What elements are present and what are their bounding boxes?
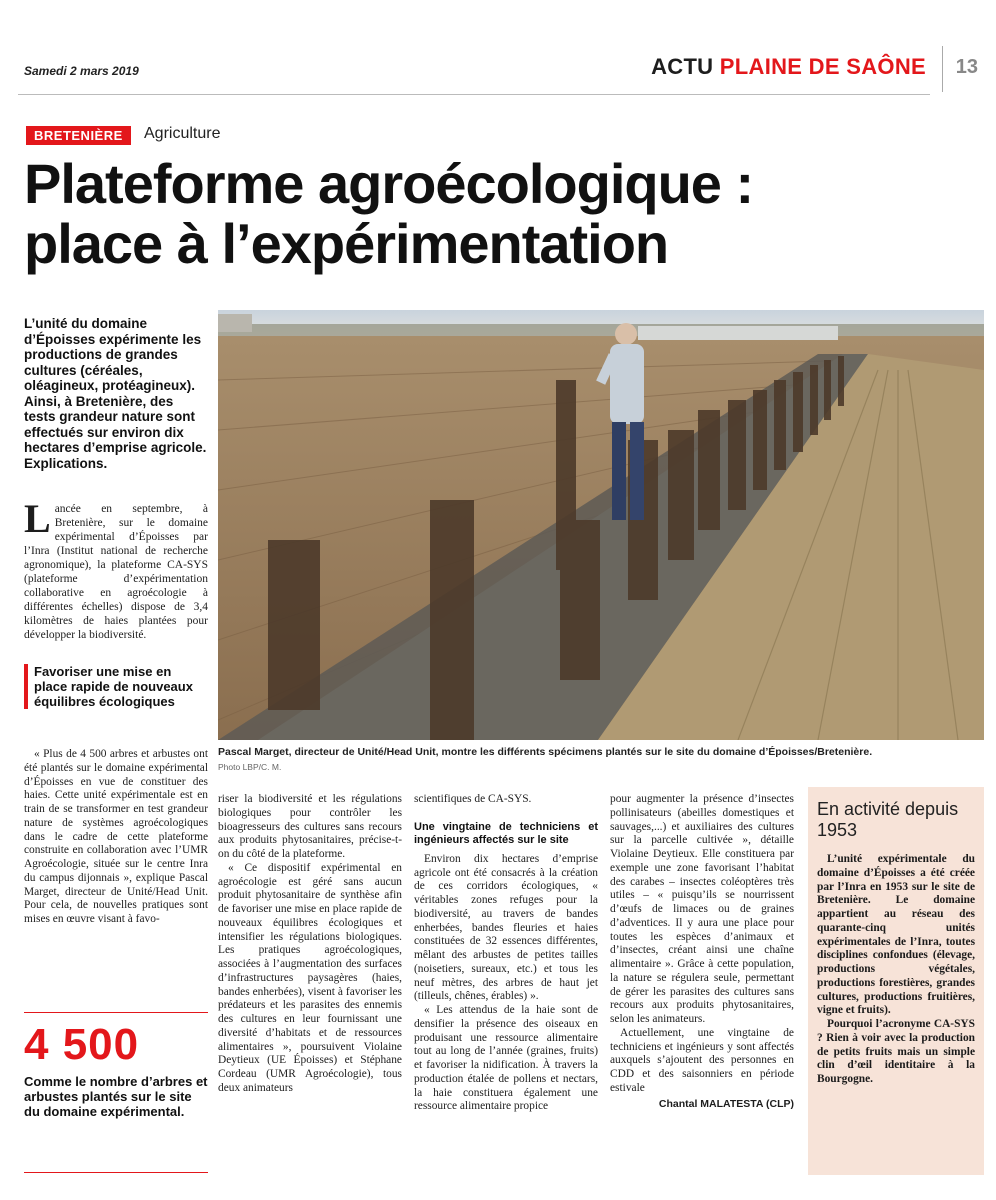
paragraph: L’unité expérimentale du domaine d’Époisses a été créée par l’Inra en 1953 sur le site de Bretenière. Le domaine appartient au réseau des quarante-cinq unités expérimentales de l’Inra, toutes disciplines confondues (élevage, productions végétales, productions forestières, grandes cultures, productions fruitières, vigne et fruits). (817, 853, 975, 1017)
headline-line-1: Plateforme agroécologique : (24, 152, 754, 215)
article-chapeau: L’unité du domaine d’Époisses expérimente les productions de grandes cultures (céréales, oléagineux, protéagineux). Ainsi, à Breteniѐre, des tests grandeur nature sont effectués sur environ dix hectares d’emprise agricole. Explications. (24, 316, 207, 471)
paragraph: scientifiques de CA-SYS. (414, 793, 532, 805)
paragraph: Pourquoi l’acronyme CA-SYS ? Rien à voir avec la production de petits fruits mais un simple clin d’œil identitaire à la Bourgogne. (817, 1018, 975, 1085)
header-rule (18, 94, 930, 95)
paragraph: Environ dix hectares d’emprise agricole ont été consacrés à la création de ces corridors écologiques, « véritables zones refuges pour la biodiversité, au travers de bandes enherbées, bandes fleuries et haies constituées de 32 essences différentes, mêlant des arbustes de petites tailles (noisetiers, sureaux, etc.) et tous les neuf mètres, des arbres de haut jet (tilleuls, chênes, érables) ». (414, 852, 598, 1003)
paragraph: « Ce dispositif expérimental en agroécologie est géré sans aucun produit phytosanitaire de synthèse afin de favoriser une mise en place rapide de nouveaux équilibres écologiques et intensifier les régulations biologiques. Les pratiques agroécologiques, associées à l’augmentation des surfaces d’infrastructures paysagères (haies, bandes enherbées), visent à favoriser les prédateurs et les parasites des ennemis des cultures en leur fournissant une diversité d’habitats et de ressources alimentaires », poursuivent Violaine Deytieux (UE Époisses) et Stéphane Cordeau (UMR Agroécologie), tous deux animateurs (218, 861, 402, 1094)
paragraph: Actuellement, une vingtaine de techniciens et ingénieurs y sont affectés auxquels s’ajoutent des personnes en CDD et des saisonniers en période estivale (610, 1026, 794, 1094)
headline (24, 154, 964, 274)
category-label: Agriculture (144, 125, 221, 142)
author-signature: Chantal MALATESTA (CLP) (658, 1097, 794, 1110)
subheading-1: Favoriser une mise en place rapide de nouveaux équilibres écologiques (24, 664, 208, 709)
stat-number: 4 500 (24, 1020, 140, 1069)
header-divider (942, 46, 943, 92)
body-column-1 (24, 748, 208, 927)
body-column-2 (218, 793, 402, 1096)
stat-rule-bottom (24, 1172, 208, 1173)
section-title (651, 54, 926, 80)
body-column-3 (414, 793, 598, 1114)
headline-line-2: place à l’expérimentation (24, 212, 669, 275)
sidebar-body (817, 853, 975, 1087)
paragraph: « Plus de 4 500 arbres et arbustes ont été plantés sur le domaine expérimental d’Époisses en vue de constituer des haies. Cette unité expérimentale est en train de se transformer en test grandeur nature de systèmes agroécologiques dans le cadre de cette plateforme construite en collaboration avec l’UMR Agroécologie, située sur le centre Inra du campus dijonnais », explique Pascal Marget, directeur de Unité/Head Unit. Pour cela, de nouvelles pratiques sont mises en œuvre visant à favo- (24, 748, 208, 925)
lead-text: ancée en septembre, à Breteniѐre, sur le domaine expérimental d’Époisses par l’Inra (Institut national de recherche agronomique), la plateforme CA-SYS (plateforme d’expérimentation collaborative en agroécologie à différentes échelles) dispose de 3,4 kilomètres de haies plantées pour développer la biodiversité. (24, 503, 208, 641)
photo-credit: Photo LBP/C. M. (218, 762, 282, 772)
page-number: 13 (955, 56, 978, 78)
sidebar-title: En activité depuis 1953 (817, 799, 959, 840)
body-column-4 (610, 793, 794, 1111)
article-lead (24, 496, 208, 642)
section-prefix: ACTU (651, 54, 714, 79)
paragraph: « Les attendus de la haie sont de densifier la présence des oiseaux en produisant une ressource alimentaire tout au long de l’année (graines, fruits) et favoriser la nidification. À travers la production étalée de pollens et nectars, la haie constituera également une ressource alimentaire propice (414, 1004, 598, 1113)
location-tag: BRETENIÈRE (26, 126, 131, 145)
article-photo (218, 310, 984, 740)
sidebar-box (808, 787, 984, 1175)
stat-description: Comme le nombre d’arbres et arbustes plantés sur le site du domaine expérimental. (24, 1074, 208, 1119)
paragraph: pour augmenter la présence d’insectes pollinisateurs (abeilles domestiques et sauvages,...) et auxiliaires des cultures sur la parcelle cultivée », détaille Violaine Deytieux. Elle constituera par exemple une zone favorisant l’habitat des carabes – insectes coléoptères très utiles – « puisqu’ils se nourrissent d’œufs de limaces ou de graines d’adventices. Il y aura une place pour toutes les espèces d’animaux et d’insectes, créant ainsi une chaîne alimentaire ». Grâce à cette population, la nature se régulera seule, permettant de gérer les parasites des cultures sans recours aux produits phytosanitaires, selon les animateurs. (610, 793, 794, 1025)
section-name: PLAINE DE SAÔNE (719, 54, 926, 79)
paragraph: riser la biodiversité et les régulations biologiques pour contrôler les bioagresseurs des cultures sans recours aux produits phytosanitaires, précise-t-on du côté de la plateforme. (218, 793, 402, 860)
issue-date: Samedi 2 mars 2019 (24, 64, 139, 78)
drop-cap: L (24, 496, 51, 541)
field-hedge-illustration (218, 310, 984, 740)
photo-caption: Pascal Marget, directeur de Unité/Head Unit, montre les différents spécimens plantés sur le site du domaine d’Époisses/Bretenière. (218, 746, 873, 758)
subheading-2: Une vingtaine de techniciens et ingénieurs affectés sur le site (414, 820, 598, 846)
stat-rule-top (24, 1012, 208, 1013)
